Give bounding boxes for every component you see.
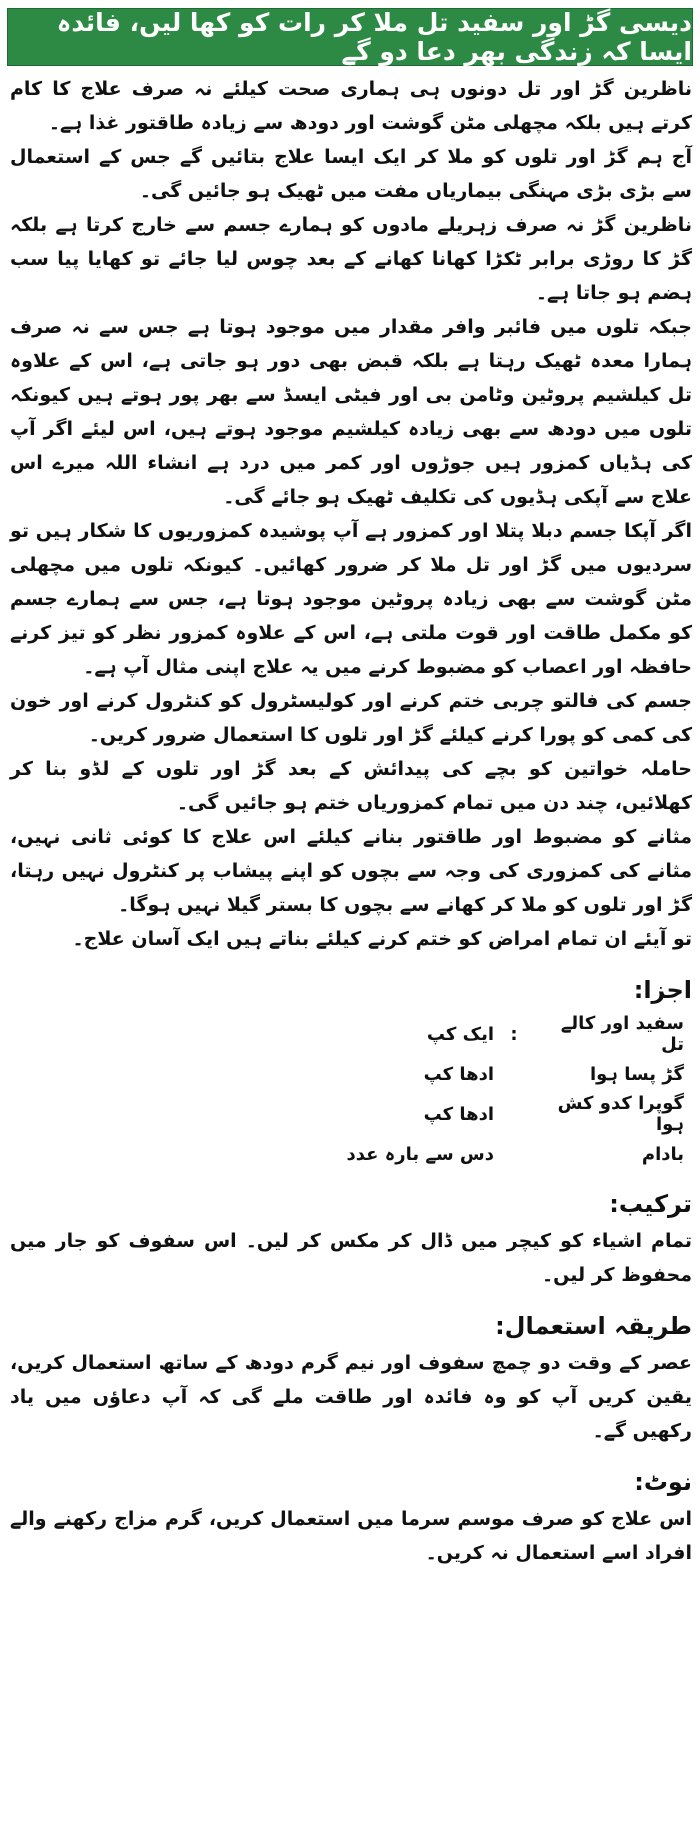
paragraph: مثانے کو مضبوط اور طاقتور بنانے کیلئے اس علاج کا کوئی ثانی نہیں، مثانے کی کمزوری کی وجہ سے بچوں کو اپنے پیشاب پر کنٹرول نہیں رہتا، گڑ اور تلوں کو ملا کر کھانے سے بچوں کا بستر گیلا نہیں ہوگا۔: [10, 826, 692, 916]
ingredient-quantity: ادھا کپ: [423, 1103, 494, 1125]
title-banner: [7, 8, 693, 66]
method-heading: ترکیب:: [609, 1190, 692, 1218]
note-text: اس علاج کو صرف موسم سرما میں استعمال کریں، گرم مزاج رکھنے والے افراد اسے استعمال نہ کریں۔: [10, 1508, 692, 1564]
method-section: [10, 1184, 692, 1292]
ingredient-name: سفید اور کالے تل: [560, 1013, 684, 1055]
paragraph: ناظرین گڑ نہ صرف زہریلے مادوں کو ہمارے جسم سے خارج کرتا ہے بلکہ گڑ کا روڑی برابر ٹکڑا کھانا کھانے کے بعد چوس لیا جائے تو کھایا پیا سب ہضم ہو جاتا ہے۔: [10, 214, 692, 304]
ingredient-row: [10, 1094, 684, 1134]
usage-heading: طریقہ استعمال:: [495, 1312, 692, 1340]
ingredient-row: [10, 1054, 684, 1094]
paragraph: آج ہم گڑ اور تلوں کو ملا کر ایک ایسا علاج بتائیں گے جس کے استعمال سے بڑی بڑی مہنگی بیماریاں مفت میں ٹھیک ہو جائیں گی۔: [10, 146, 692, 202]
ingredient-name: گڑ پسا ہوا: [589, 1063, 684, 1085]
ingredient-name: گوپرا کدو کش ہوا: [557, 1093, 684, 1135]
ingredient-quantity: دس سے بارہ عدد: [346, 1143, 494, 1165]
paragraph: جسم کی فالتو چربی ختم کرنے اور کولیسٹرول کو کنٹرول کرنے اور خون کی کمی کو پورا کرنے کیلئے گڑ اور تلوں کا استعمال ضرور کریں۔: [10, 690, 692, 746]
ingredients-list: [10, 1014, 684, 1174]
ingredients-heading: اجزا:: [633, 976, 692, 1004]
ingredient-row: [10, 1014, 684, 1054]
ingredient-name: بادام: [641, 1143, 684, 1165]
paragraph: جبکہ تلوں میں فائبر وافر مقدار میں موجود ہوتا ہے جس سے نہ صرف ہمارا معدہ ٹھیک رہتا ہے بلکہ قبض بھی دور ہو جاتی ہے، اس کے علاوہ تل کیلشیم پروٹین وٹامن بی اور فیٹی ایسڈ سے بھر پور ہوتے ہیں کیونکہ تلوں میں دودھ سے بھی زیادہ کیلشیم موجود ہوتے ہیں، اس لیئے اگر آپ کی ہڈیاں کمزور ہیں جوڑوں اور کمر میں درد ہے انشاء اللہ میرے اس علاج سے آپکی ہڈیوں کی تکلیف ٹھیک ہو جائے گی۔: [10, 316, 692, 508]
ingredient-quantity: ادھا کپ: [423, 1063, 494, 1085]
usage-section: [10, 1306, 692, 1448]
note-heading: نوٹ:: [634, 1468, 692, 1496]
ingredient-quantity: ایک کپ: [426, 1023, 494, 1045]
paragraph: اگر آپکا جسم دبلا پتلا اور کمزور ہے آپ پوشیدہ کمزوریوں کا شکار ہیں تو سردیوں میں گڑ اور تل ملا کر ضرور کھائیں۔ کیونکہ تلوں میں مچھلی مٹن گوشت سے بھی زیادہ پروٹین موجود ہوتا ہے، جس سے ہمارے جسم کو مکمل طاقت اور قوت ملتی ہے، اس کے علاوہ کمزور نظر کو تیز کرنے حافظہ اور اعصاب کو مضبوط کرنے میں یہ علاج اپنی مثال آپ ہے۔: [10, 520, 692, 678]
ingredient-row: [10, 1134, 684, 1174]
article-title: دیسی گڑ اور سفید تل ملا کر رات کو کھا لیں، فائدہ ایسا کہ زندگی بھر دعا دو گے: [56, 8, 692, 66]
method-text: تمام اشیاء کو کیچر میں ڈال کر مکس کر لیں۔ اس سفوف کو جار میں محفوظ کر لیں۔: [10, 1230, 692, 1286]
usage-text: عصر کے وقت دو چمچ سفوف اور نیم گرم دودھ کے ساتھ استعمال کریں، یقین کریں آپ کو وہ فائدہ اور طاقت ملے گی کہ آپ دعاؤں میں یاد رکھیں گے۔: [10, 1352, 692, 1442]
paragraph: تو آیئے ان تمام امراض کو ختم کرنے کیلئے بناتے ہیں ایک آسان علاج۔: [72, 928, 692, 950]
paragraph: ناظرین گڑ اور تل دونوں ہی ہماری صحت کیلئے نہ صرف علاج کا کام کرتے ہیں بلکہ مچھلی مٹن گوشت اور دودھ سے زیادہ طاقتور غذا ہے۔: [10, 78, 692, 134]
article-body: [10, 72, 692, 1570]
ingredient-separator: :: [510, 1023, 518, 1045]
note-section: [10, 1462, 692, 1570]
paragraph: حاملہ خواتین کو بچے کی پیدائش کے بعد گڑ اور تلوں کے لڈو بنا کر کھلائیں، چند دن میں تمام کمزوریاں ختم ہو جائیں گی۔: [10, 758, 692, 814]
intro-paragraphs: [10, 72, 692, 956]
